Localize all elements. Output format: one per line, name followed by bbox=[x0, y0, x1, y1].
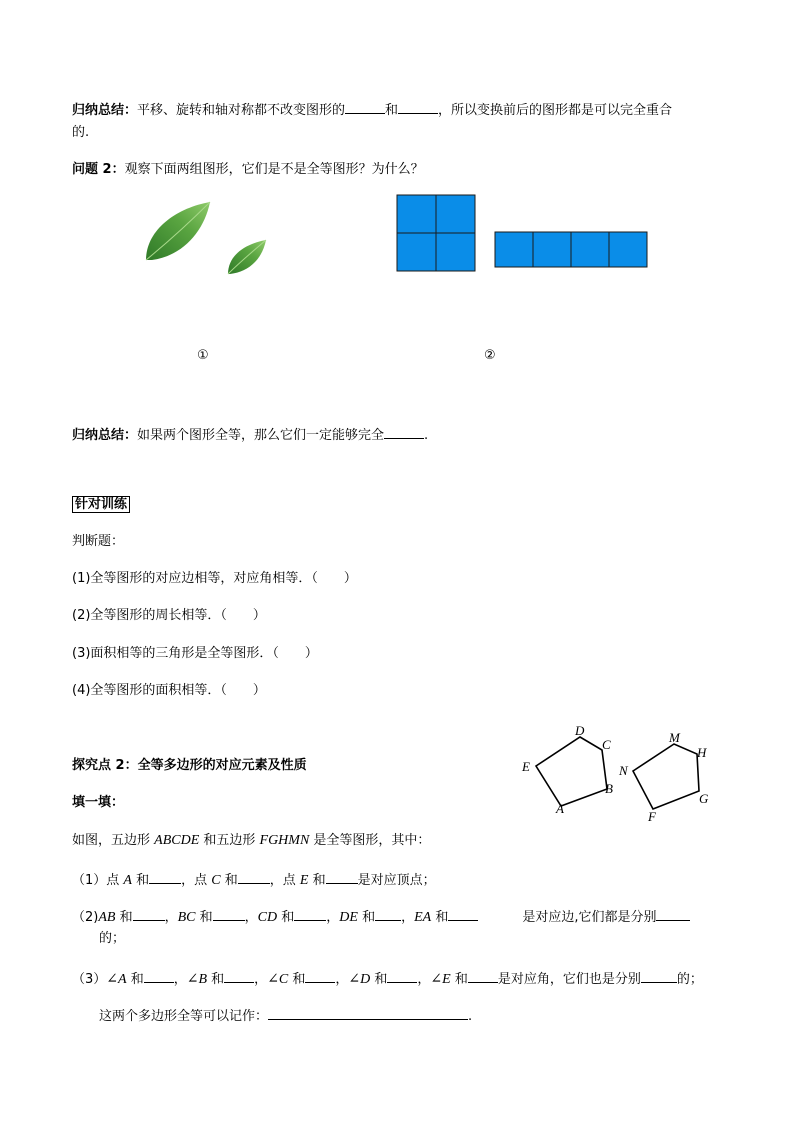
q3-angle-d: ∠D bbox=[348, 972, 371, 987]
judge-item-2: (2)全等图形的周长相等．（ ） bbox=[72, 608, 266, 623]
question-2-label: 问题 2： bbox=[72, 162, 125, 177]
q2-side-cd: CD bbox=[257, 910, 278, 925]
square-2x2-cell bbox=[397, 195, 436, 233]
q3-comma: ， bbox=[254, 972, 268, 987]
square-2x2-cell bbox=[436, 233, 475, 271]
blank[interactable] bbox=[213, 906, 245, 921]
notation-blank[interactable] bbox=[268, 1005, 468, 1020]
q3-and: 和 bbox=[126, 972, 144, 987]
q2-and: 和 bbox=[357, 910, 376, 925]
q2-and: 和 bbox=[195, 910, 213, 925]
fill-label bbox=[72, 794, 124, 812]
judge-item-1: (1)全等图形的对应边相等，对应角相等．（ ） bbox=[72, 571, 357, 586]
pentagon-fghmn bbox=[633, 744, 699, 809]
q2-and: 和 bbox=[431, 910, 449, 925]
q1-point-e: E bbox=[299, 873, 309, 888]
blank[interactable] bbox=[398, 99, 438, 114]
label-h: H bbox=[697, 745, 707, 760]
q1-and: 和 bbox=[131, 873, 150, 888]
question-2 bbox=[72, 161, 424, 179]
q1-point-c: C bbox=[211, 873, 221, 888]
q2-and: 和 bbox=[115, 910, 133, 925]
q3-angle-a: ∠A bbox=[106, 972, 127, 987]
q2-side-de: DE bbox=[339, 910, 358, 925]
summary-1-cont: 的. bbox=[72, 125, 90, 140]
summary-2-text: 如果两个图形全等，那么它们一定能够完全 bbox=[137, 428, 385, 443]
q2-side-bc: BC bbox=[177, 910, 196, 925]
square-row-cell bbox=[609, 232, 647, 267]
pentagon-name-2: FGHMN bbox=[259, 833, 310, 848]
notation-line bbox=[99, 1005, 472, 1026]
blank[interactable] bbox=[294, 906, 326, 921]
note-end: . bbox=[468, 1009, 473, 1024]
question-1 bbox=[72, 869, 436, 890]
q1-sep: ，点 bbox=[269, 873, 300, 888]
intro bbox=[72, 832, 430, 850]
training-title: 针对训练 bbox=[72, 496, 130, 513]
blank[interactable] bbox=[641, 968, 677, 983]
summary-2 bbox=[72, 424, 428, 445]
explore-2-title bbox=[72, 757, 307, 775]
q1-prefix: （1）点 bbox=[72, 873, 124, 888]
blank[interactable] bbox=[375, 906, 401, 921]
q3-and: 和 bbox=[450, 972, 468, 987]
label-c: C bbox=[602, 737, 611, 752]
explore-2-title-text: 探究点 2：全等多边形的对应元素及性质 bbox=[72, 758, 307, 773]
q3-and: 和 bbox=[288, 972, 306, 987]
square-row-cell bbox=[533, 232, 571, 267]
label-b: B bbox=[605, 781, 613, 796]
q3-angle-b: ∠B bbox=[186, 972, 208, 987]
square-2x2-cell bbox=[397, 233, 436, 271]
q3-comma: ， bbox=[335, 972, 349, 987]
label-g: G bbox=[699, 791, 709, 806]
q1-and: 和 bbox=[220, 873, 238, 888]
q3-mid: 是对应角，它们也是分别 bbox=[497, 972, 641, 987]
q3-comma: ， bbox=[173, 972, 187, 987]
pentagon-abcde bbox=[536, 737, 607, 806]
q3-and: 和 bbox=[370, 972, 388, 987]
q3-angle-e: ∠E bbox=[430, 972, 451, 987]
summary-1-text-a: 平移、旋转和轴对称都不改变图形的 bbox=[137, 103, 346, 118]
q3-angle-c: ∠C bbox=[267, 972, 289, 987]
blank[interactable] bbox=[144, 968, 174, 983]
training-title-wrap bbox=[72, 496, 130, 514]
q2-comma: ， bbox=[164, 910, 178, 925]
summary-1 bbox=[72, 99, 672, 120]
question-2-text: 观察下面两组图形，它们是不是全等图形？为什么？ bbox=[124, 162, 424, 177]
q3-comma: ， bbox=[417, 972, 431, 987]
q3-end: 的； bbox=[676, 972, 703, 987]
pentagons-figure bbox=[516, 724, 732, 828]
blank[interactable] bbox=[224, 968, 254, 983]
blank[interactable] bbox=[238, 869, 270, 884]
q2-comma: ， bbox=[244, 910, 258, 925]
label-m: M bbox=[669, 730, 680, 745]
blank[interactable] bbox=[387, 968, 417, 983]
large-leaf bbox=[146, 202, 210, 260]
square-row-cell bbox=[495, 232, 533, 267]
label-e: E bbox=[522, 759, 530, 774]
square-2x2-cell bbox=[436, 195, 475, 233]
judge-label: 判断题： bbox=[72, 534, 125, 549]
leaves-figure bbox=[140, 196, 280, 280]
label-f: F bbox=[648, 809, 656, 824]
q1-end: 是对应顶点； bbox=[357, 873, 436, 888]
blank[interactable] bbox=[448, 906, 478, 921]
q3-prefix: （3） bbox=[72, 972, 107, 987]
blank[interactable] bbox=[133, 906, 165, 921]
q1-sep: ，点 bbox=[181, 873, 212, 888]
intro-c: 是全等图形，其中： bbox=[309, 833, 431, 848]
summary-2-label: 归纳总结： bbox=[72, 428, 138, 443]
question-2-sides bbox=[72, 906, 690, 927]
summary-1-text-b: 和 bbox=[385, 103, 399, 118]
judge-item-3: (3)面积相等的三角形是全等图形．（ ） bbox=[72, 646, 318, 661]
blank[interactable] bbox=[326, 869, 358, 884]
pentagon-name-1: ABCDE bbox=[154, 833, 200, 848]
blank[interactable] bbox=[384, 424, 424, 439]
q2-and: 和 bbox=[277, 910, 295, 925]
q2-comma: ， bbox=[326, 910, 340, 925]
q2-prefix: （2) bbox=[72, 910, 99, 925]
label-n: N bbox=[619, 763, 628, 778]
label-a: A bbox=[556, 801, 564, 816]
blank[interactable] bbox=[345, 99, 385, 114]
question-3-angles bbox=[72, 968, 703, 989]
summary-1-text-c: ，所以变换前后的图形都是可以完全重合 bbox=[438, 103, 673, 118]
blank[interactable] bbox=[149, 869, 181, 884]
label-d: D bbox=[575, 724, 585, 738]
blank[interactable] bbox=[305, 968, 335, 983]
blank[interactable] bbox=[468, 968, 498, 983]
q2-side-ea: EA bbox=[414, 910, 432, 925]
intro-a: 如图，五边形 bbox=[72, 833, 155, 848]
judge-item-4: (4)全等图形的面积相等．（ ） bbox=[72, 683, 266, 698]
blank[interactable] bbox=[656, 906, 690, 921]
marker-1: ① bbox=[197, 348, 209, 363]
q1-and: 和 bbox=[308, 873, 326, 888]
q1-point-a: A bbox=[123, 873, 132, 888]
q2-mid: 是对应边,它们都是分别 bbox=[522, 910, 657, 925]
squares-figure bbox=[396, 194, 652, 274]
q3-and: 和 bbox=[207, 972, 225, 987]
q2-end: 的； bbox=[99, 931, 126, 946]
summary-2-end: . bbox=[424, 428, 429, 443]
q2-side-ab: AB bbox=[98, 910, 116, 925]
fill-label-text: 填一填： bbox=[72, 795, 125, 810]
marker-2: ② bbox=[484, 348, 496, 363]
note-text: 这两个多边形全等可以记作： bbox=[99, 1009, 269, 1024]
q2-comma: ， bbox=[401, 910, 415, 925]
square-row-cell bbox=[571, 232, 609, 267]
intro-b: 和五边形 bbox=[199, 833, 260, 848]
summary-1-label: 归纳总结： bbox=[72, 103, 138, 118]
